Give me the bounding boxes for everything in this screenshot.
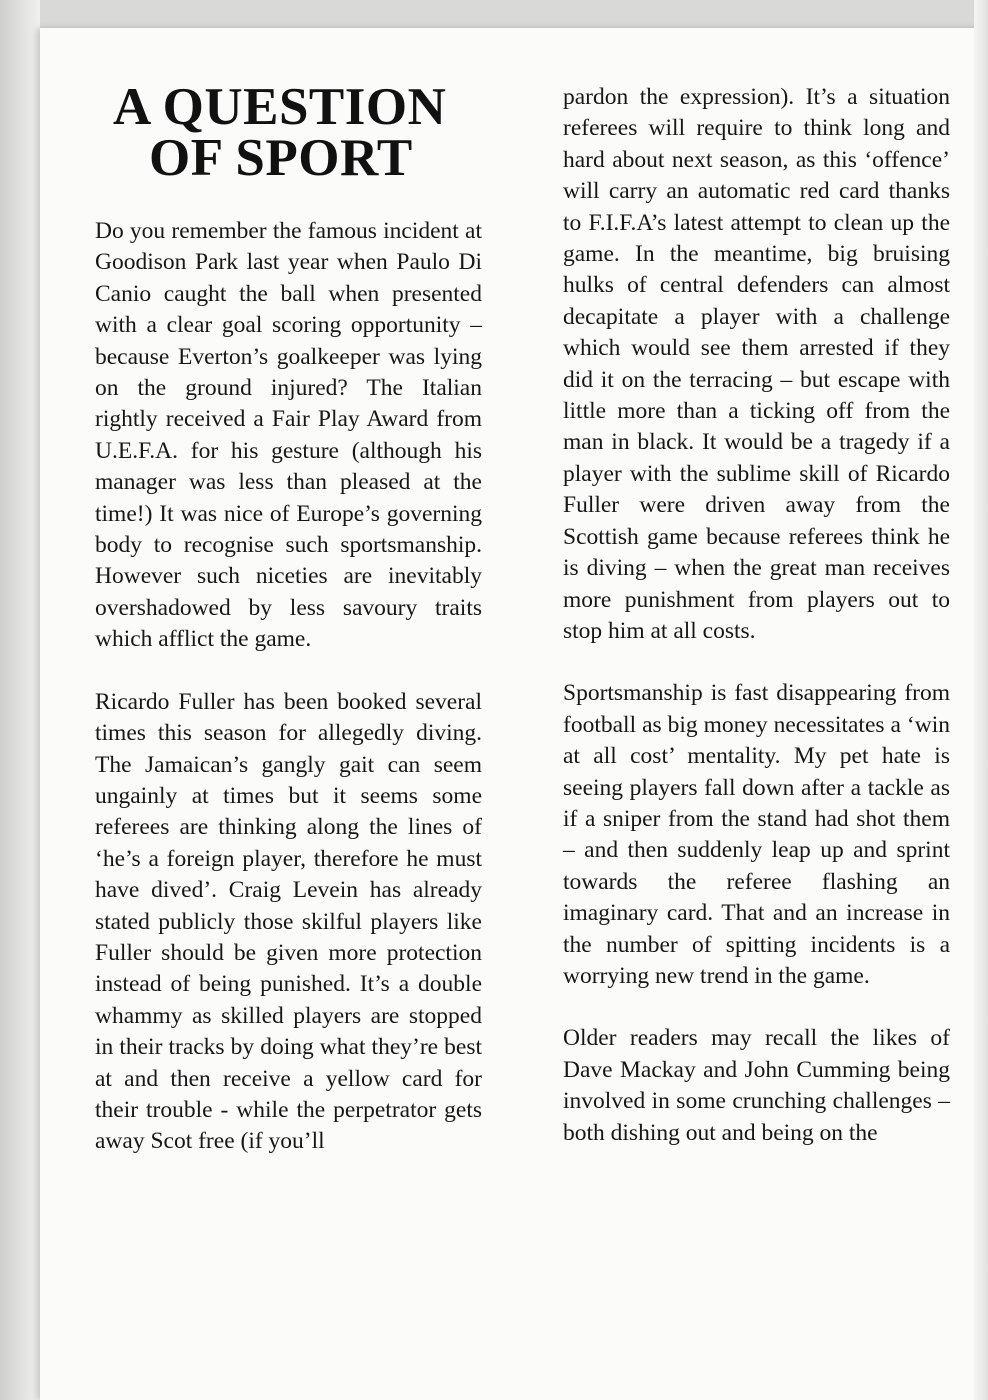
scan-binding-edge <box>0 0 40 1400</box>
paragraph: Sportsmanship is fast disappearing from football as big money necessitates a ‘win at all cost’ mentality. My pet hate is seeing players fall down after a tackle as if a sniper from the stand had shot them – and then suddenly leap up and sprint towards the referee flashing an imaginary card. That and an increase in the number of spitting incidents is a worrying new trend in the game. <box>563 680 950 989</box>
paragraph: pardon the expression). It’s a situation referees will require to think long and hard about next season, as this ‘offence’ will carry an automatic red card thanks to F.I.F.A’s latest attempt to clean up the game. In the meantime, big bruising hulks of central defenders can almost decapitate a player with a challenge which would see them arrested if they did it on the terracing – but escape with little more than a ticking off from the man in black. It would be a tragedy if a player with the sublime skill of Ricardo Fuller were driven away from the Scottish game because referees think he is diving – when the great man receives more punishment from players out to stop him at all costs. <box>563 84 950 644</box>
right-column <box>563 82 950 1180</box>
paragraph: Do you remember the famous incident at Goodison Park last year when Paulo Di Canio caught the ball when presented with a clear goal scoring opportunity – because Everton’s goalkeeper was lying on the ground injured? The Italian rightly received a Fair Play Award from U.E.F.A. for his gesture (although his manager was less than pleased at the time!) It was nice of Europe’s governing body to recognise such sportsmanship. However such niceties are inevitably overshadowed by less savoury traits which afflict the game. <box>95 218 482 653</box>
title-line-2: OF SPORT <box>149 129 413 187</box>
title-line-1: A QUESTION <box>113 78 447 136</box>
scan-right-edge <box>974 0 988 1400</box>
paragraph: Older readers may recall the likes of Dave Mackay and John Cumming being involved in some crunching challenges – both dishing out and being on the <box>563 1025 950 1146</box>
article-title <box>95 78 482 187</box>
paragraph: Ricardo Fuller has been booked several times this season for allegedly diving. The Jamaican’s gangly gait can seem ungainly at times but it seems some referees are thinking along the lines of ‘he’s a foreign player, therefore he must have dived’. Craig Levein has already stated publicly those skilful players like Fuller should be given more protection instead of being punished. It’s a double whammy as skilled players are stopped in their tracks by doing what they’re best at and then receive a yellow card for their trouble - while the perpetrator gets away Scot free (if you’ll <box>95 688 482 1155</box>
left-column <box>95 78 482 1189</box>
